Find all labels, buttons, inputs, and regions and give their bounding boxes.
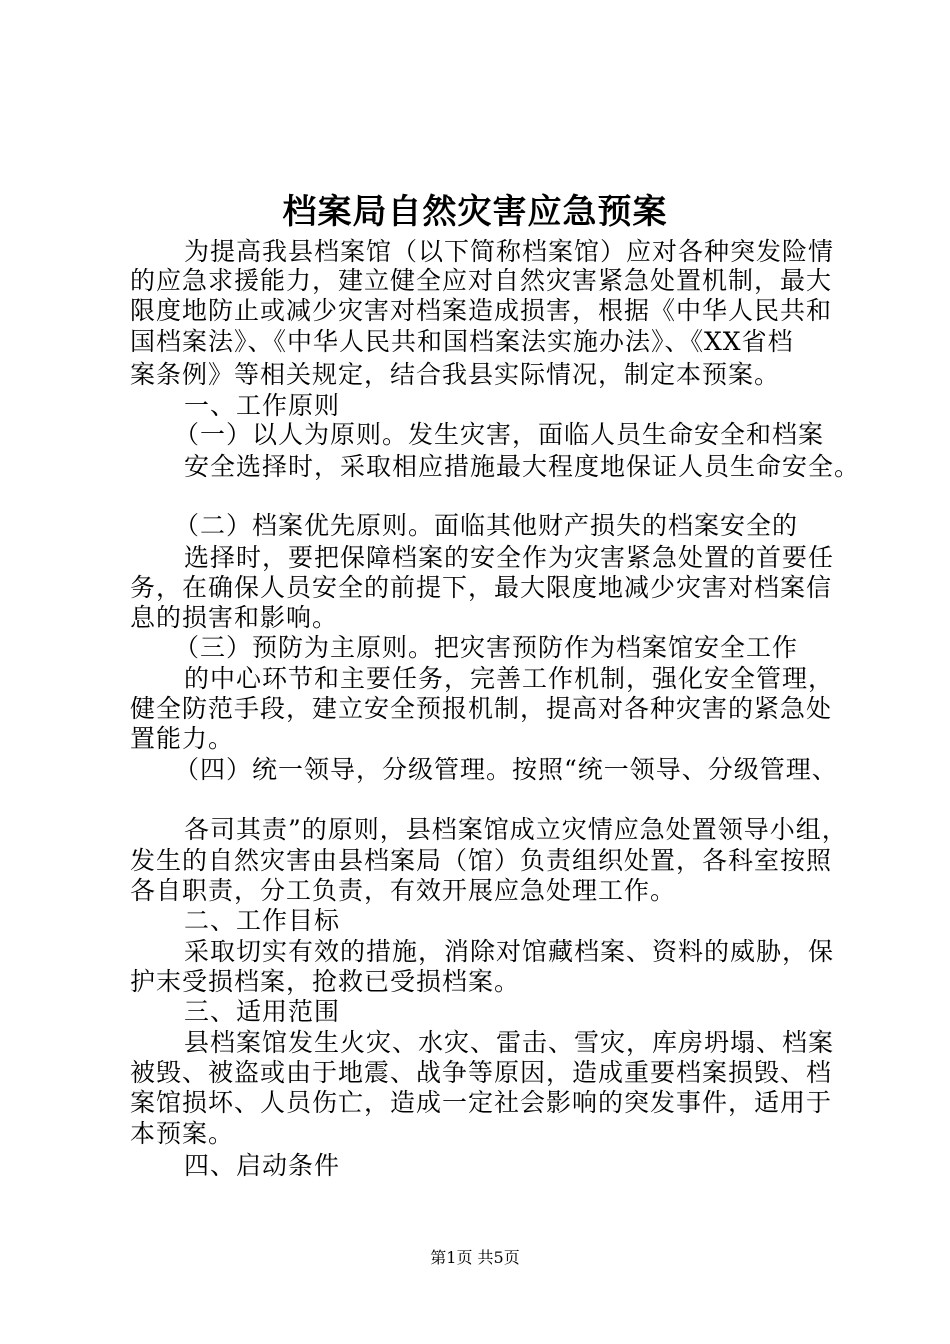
- body-line: （一）以人为原则。发生灾害，面临人员生命安全和档案: [174, 420, 825, 449]
- body-line: 护末受损档案，抢救已受损档案。: [130, 967, 521, 996]
- body-line: （三）预防为主原则。把灾害预防作为档案馆安全工作: [174, 633, 799, 662]
- section-heading: 三、适用范围: [184, 997, 341, 1026]
- section-heading: 二、工作目标: [184, 906, 341, 935]
- body-line: 息的损害和影响。: [130, 603, 339, 632]
- page-number: 第1页 共5页: [430, 1248, 520, 1267]
- body-line: 为提高我县档案馆（以下简称档案馆）应对各种突发险情: [184, 237, 835, 266]
- body-line: 发生的自然灾害由县档案局（馆）负责组织处置，各科室按照: [130, 846, 833, 875]
- body-line: （二）档案优先原则。面临其他财产损失的档案安全的: [174, 511, 799, 540]
- body-line: 各自职责，分工负责，有效开展应急处理工作。: [130, 876, 677, 905]
- body-line: 务，在确保人员安全的前提下，最大限度地减少灾害对档案信: [130, 573, 833, 602]
- body-line: 国档案法》、《中华人民共和国档案法实施办法》、《XX省档: [130, 327, 794, 356]
- body-line: 的中心环节和主要任务，完善工作机制，强化安全管理，: [184, 664, 835, 693]
- body-line: 限度地防止或减少灾害对档案造成损害，根据《中华人民共和: [130, 296, 833, 325]
- body-line: 置能力。: [130, 724, 235, 753]
- body-line: 本预案。: [130, 1119, 235, 1148]
- document-title: 档案局自然灾害应急预案: [282, 192, 668, 232]
- body-line: 采取切实有效的措施，消除对馆藏档案、资料的威胁，保: [184, 937, 835, 966]
- body-line: 的应急求援能力，建立健全应对自然灾害紧急处置机制，最大: [130, 266, 833, 295]
- body-line: 安全选择时，采取相应措施最大程度地保证人员生命安全。: [184, 452, 861, 481]
- body-line: 健全防范手段，建立安全预报机制，提高对各种灾害的紧急处: [130, 694, 833, 723]
- section-heading: 四、启动条件: [184, 1151, 341, 1180]
- body-line: 选择时，要把保障档案的安全作为灾害紧急处置的首要任: [184, 543, 835, 572]
- body-line: （四）统一领导，分级管理。按照“统一领导、分级管理、: [174, 755, 838, 784]
- body-line: 被毁、被盗或由于地震、战争等原因，造成重要档案损毁、档: [130, 1058, 833, 1087]
- body-line: 案馆损坏、人员伤亡，造成一定社会影响的突发事件，适用于: [130, 1088, 833, 1117]
- body-line: 县档案馆发生火灾、水灾、雷击、雪灾，库房坍塌、档案: [184, 1028, 835, 1057]
- body-line: 各司其责”的原则，县档案馆成立灾情应急处置领导小组，: [184, 815, 848, 844]
- body-line: 案条例》等相关规定，结合我县实际情况，制定本预案。: [130, 360, 781, 389]
- section-heading: 一、工作原则: [184, 391, 341, 420]
